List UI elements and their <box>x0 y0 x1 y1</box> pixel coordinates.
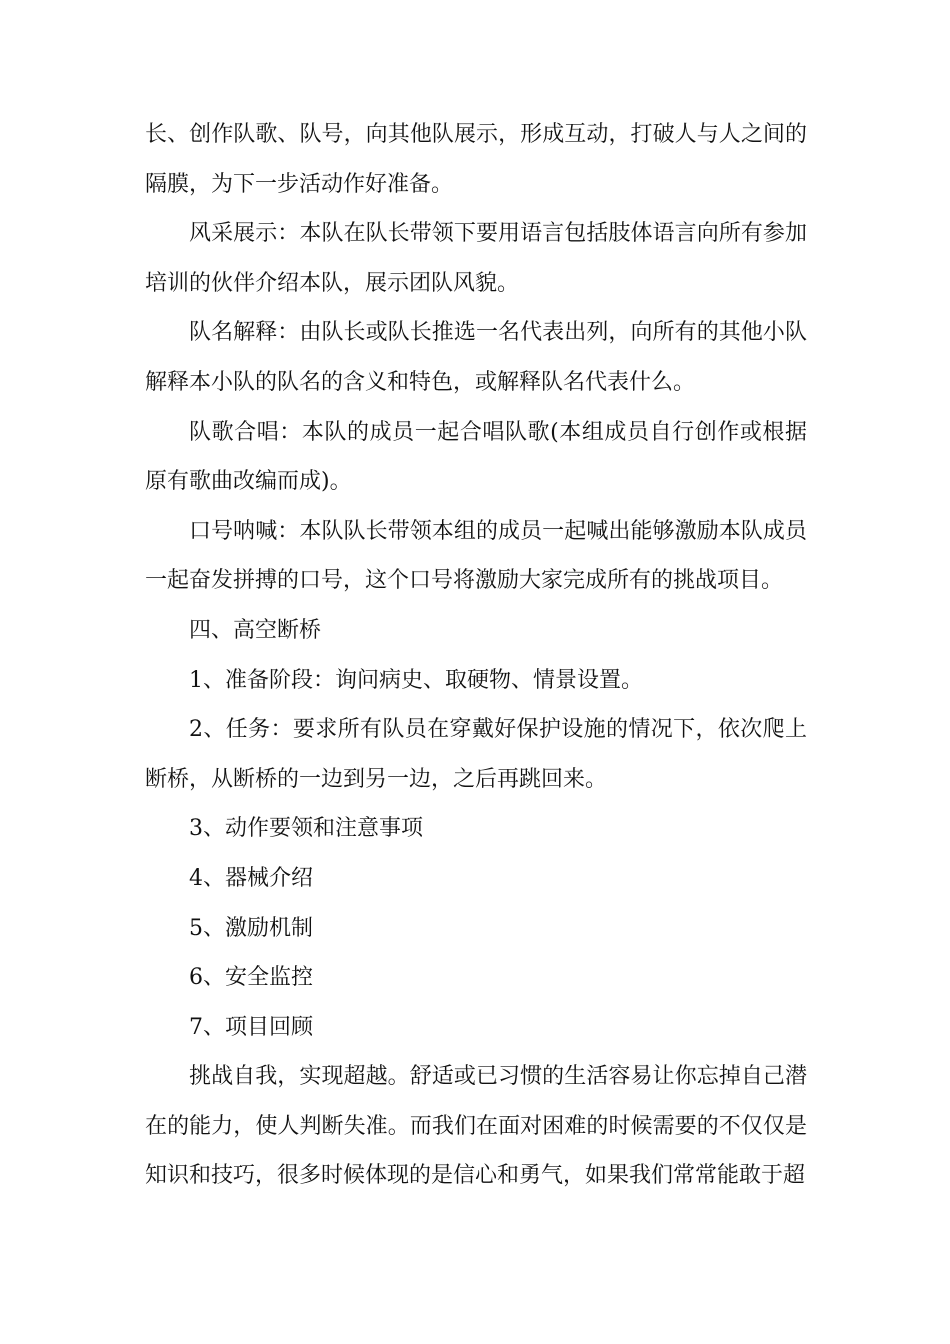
list-item: 1、准备阶段：询问病史、取硬物、情景设置。 <box>189 667 643 693</box>
list-item: 2、任务：要求所有队员在穿戴好保护设施的情况下，依次爬上断桥，从断桥的一边到另一边，之后再跳回来。 <box>145 717 807 792</box>
list-item: 4、器械介绍 <box>189 865 313 891</box>
paragraph: 队名解释：由队长或队长推选一名代表出列，向所有的其他小队解释本小队的队名的含义和特色，或解释队名代表什么。 <box>145 320 807 395</box>
list-item: 3、动作要领和注意事项 <box>189 816 423 842</box>
paragraph: 口号呐喊：本队队长带领本组的成员一起喊出能够激励本队成员一起奋发拼搏的口号，这个口号将激励大家完成所有的挑战项目。 <box>145 518 807 594</box>
paragraph: 长、创作队歌、队号，向其他队展示，形成互动，打破人与人之间的隔膜，为下一步活动作好准备。 <box>145 122 807 197</box>
list-item: 7、项目回顾 <box>189 1014 313 1040</box>
paragraph: 挑战自我，实现超越。舒适或已习惯的生活容易让你忘掉自己潜在的能力，使人判断失准。而我们在面对困难的时候需要的不仅仅是知识和技巧，很多时候体现的是信心和勇气，如果我们常常能敢于超 <box>145 1064 807 1189</box>
section-heading: 四、高空断桥 <box>189 617 322 643</box>
paragraph: 队歌合唱：本队的成员一起合唱队歌(本组成员自行创作或根据原有歌曲改编而成)。 <box>145 419 807 495</box>
document-body <box>145 110 807 1201</box>
list-item: 6、安全监控 <box>189 965 313 991</box>
paragraph: 风采展示：本队在队长带领下要用语言包括肢体语言向所有参加培训的伙伴介绍本队，展示团队风貌。 <box>145 221 807 296</box>
list-item: 5、激励机制 <box>189 915 313 941</box>
